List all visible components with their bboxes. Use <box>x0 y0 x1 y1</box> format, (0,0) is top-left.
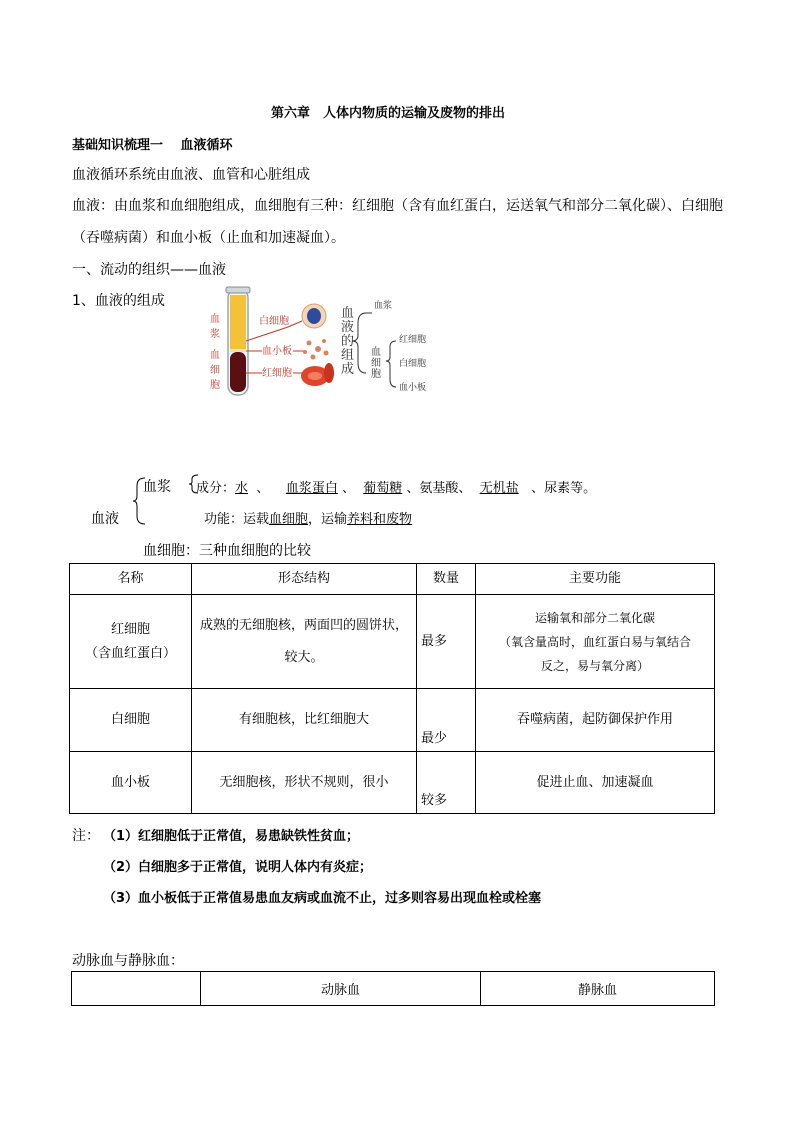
comp-sep3: 、 <box>402 481 420 496</box>
figure-comp-title-1: 血 <box>341 306 355 321</box>
figure-cells-title-3: 胞 <box>371 369 381 380</box>
blood-label: 血液 <box>91 511 119 527</box>
cell-name <box>70 689 192 752</box>
header-blank <box>72 972 201 1006</box>
figure-label-platelet: 血小板 <box>262 346 292 357</box>
cell-function <box>476 689 715 752</box>
notes-label: 注： <box>72 828 100 844</box>
cell-count: 最多 <box>417 595 476 689</box>
structure-line: 较大。 <box>284 649 324 665</box>
comp-plasma-protein: 血浆蛋白 <box>285 481 338 496</box>
comp-prefix: 成分： <box>196 481 236 496</box>
artery-vein-table <box>71 971 715 1006</box>
chapter-title: 第六章 人体内物质的运输及废物的排出 <box>271 106 506 121</box>
name-line: （含血红蛋白） <box>84 645 176 661</box>
figure-list-wbc: 白细胞 <box>399 359 427 369</box>
figure-comp-title-3: 的 <box>341 334 355 349</box>
cell-function <box>476 752 715 814</box>
figure-label-cells-2: 细 <box>210 365 220 376</box>
cell-structure <box>192 689 417 752</box>
comp-amino-acid: 氨基酸 <box>419 481 459 496</box>
name-line: 红细胞 <box>110 621 150 637</box>
structure-line: 成熟的无细胞核，两面凹的圆饼状， <box>199 617 408 633</box>
cell-count: 最少 <box>417 689 476 752</box>
figure-cells-title-1: 血 <box>371 347 381 358</box>
header-arterial-blood: 动脉血 <box>201 972 481 1006</box>
cell-name <box>70 752 192 814</box>
cell-name <box>70 595 192 689</box>
comp-urea: 尿素等。 <box>544 481 597 496</box>
intro-line: 血液循环系统由血液、血管和心脏组成 <box>72 167 310 183</box>
figure-list-rbc: 红细胞 <box>399 335 427 345</box>
note-3: （3）血小板低于正常值易患血友病或血流不止，过多则容易出现血栓或栓塞 <box>103 891 542 906</box>
figure-list-platelet: 血小板 <box>399 383 427 393</box>
table-header-row <box>72 972 715 1006</box>
heading-flowing-tissue: 一、流动的组织——血液 <box>72 262 226 278</box>
note-1: （1）红细胞低于正常值，易患缺铁性贫血； <box>103 829 360 844</box>
comp-glucose: 葡萄糖 <box>363 481 403 496</box>
name-line: 血小板 <box>110 774 150 790</box>
figure-label-cells-1: 血 <box>210 350 220 361</box>
plasma-composition <box>196 477 596 496</box>
name-line: 白细胞 <box>110 712 150 727</box>
header-name: 名称 <box>70 564 192 595</box>
function-line: 运输氧和部分二氧化碳 <box>534 610 655 625</box>
blood-definition-line1: 血液：由血浆和血细胞组成，血细胞有三种：红细胞（含有血红蛋白，运送氧气和部分二氧化碳）、白细胞 <box>72 198 723 214</box>
figure-label-plasma-2: 浆 <box>210 329 220 340</box>
comp-sep5: 、 <box>518 481 545 496</box>
structure-line: 有细胞核，比红细胞大 <box>238 712 369 727</box>
figure-plasma-label: 血浆 <box>374 301 393 311</box>
figure-cells-title-2: 细 <box>371 358 381 369</box>
cell-structure <box>192 752 417 814</box>
artery-vein-title: 动脉血与静脉血： <box>72 953 184 969</box>
func-nutrients-waste: 养料和废物 <box>347 512 413 527</box>
comp-sep1: 、 <box>248 481 286 496</box>
note-2: （2）白细胞多于正常值，说明人体内有炎症； <box>103 860 373 875</box>
cell-structure <box>192 595 417 689</box>
func-mid: ，运输 <box>308 512 348 527</box>
blood-definition-line2: （吞噬病菌）和血小板（止血和加速凝血）。 <box>72 230 345 246</box>
function-line: 吞噬病菌，起防御保护作用 <box>516 712 673 727</box>
function-line: 反之，易与氧分离） <box>540 658 649 673</box>
cells-compare-title: 血细胞：三种血细胞的比较 <box>143 543 311 559</box>
header-venous-blood: 静脉血 <box>481 972 715 1006</box>
figure-label-rbc: 红细胞 <box>262 368 292 379</box>
table-header-row <box>70 564 715 595</box>
heading-blood-composition: 1、血液的组成 <box>72 293 165 309</box>
function-line: 促进止血、加速凝血 <box>536 774 654 790</box>
section-title: 基础知识梳理一 血液循环 <box>72 138 233 153</box>
blood-composition-figure <box>206 283 452 397</box>
figure-label-cells-3: 胞 <box>210 380 220 391</box>
structure-line: 无细胞核，形状不规则，很小 <box>219 774 389 790</box>
table-row <box>70 752 715 814</box>
figure-comp-title-5: 成 <box>341 362 355 377</box>
comp-inorganic-salt: 无机盐 <box>479 481 519 496</box>
cell-function <box>476 595 715 689</box>
plasma-function <box>204 508 412 527</box>
plasma-label: 血浆 <box>143 479 171 495</box>
figure-label-wbc: 白细胞 <box>259 316 289 327</box>
func-blood-cells: 血细胞 <box>269 512 309 527</box>
figure-comp-title-2: 液 <box>341 320 355 335</box>
table-row <box>70 595 715 689</box>
table-row <box>70 689 715 752</box>
comp-sep4: 、 <box>458 481 480 496</box>
blood-cell-comparison-table <box>69 563 715 814</box>
cell-count: 较多 <box>417 752 476 814</box>
func-prefix: 功能：运载 <box>204 512 270 527</box>
comp-sep2: 、 <box>337 481 364 496</box>
figure-label-plasma-1: 血 <box>210 314 220 325</box>
header-function: 主要功能 <box>476 564 715 595</box>
header-count: 数量 <box>417 564 476 595</box>
header-structure: 形态结构 <box>192 564 417 595</box>
figure-comp-title-4: 组 <box>341 348 355 363</box>
function-line: （氧含量高时，血红蛋白易与氧结合 <box>498 634 691 649</box>
comp-water: 水 <box>235 481 249 496</box>
